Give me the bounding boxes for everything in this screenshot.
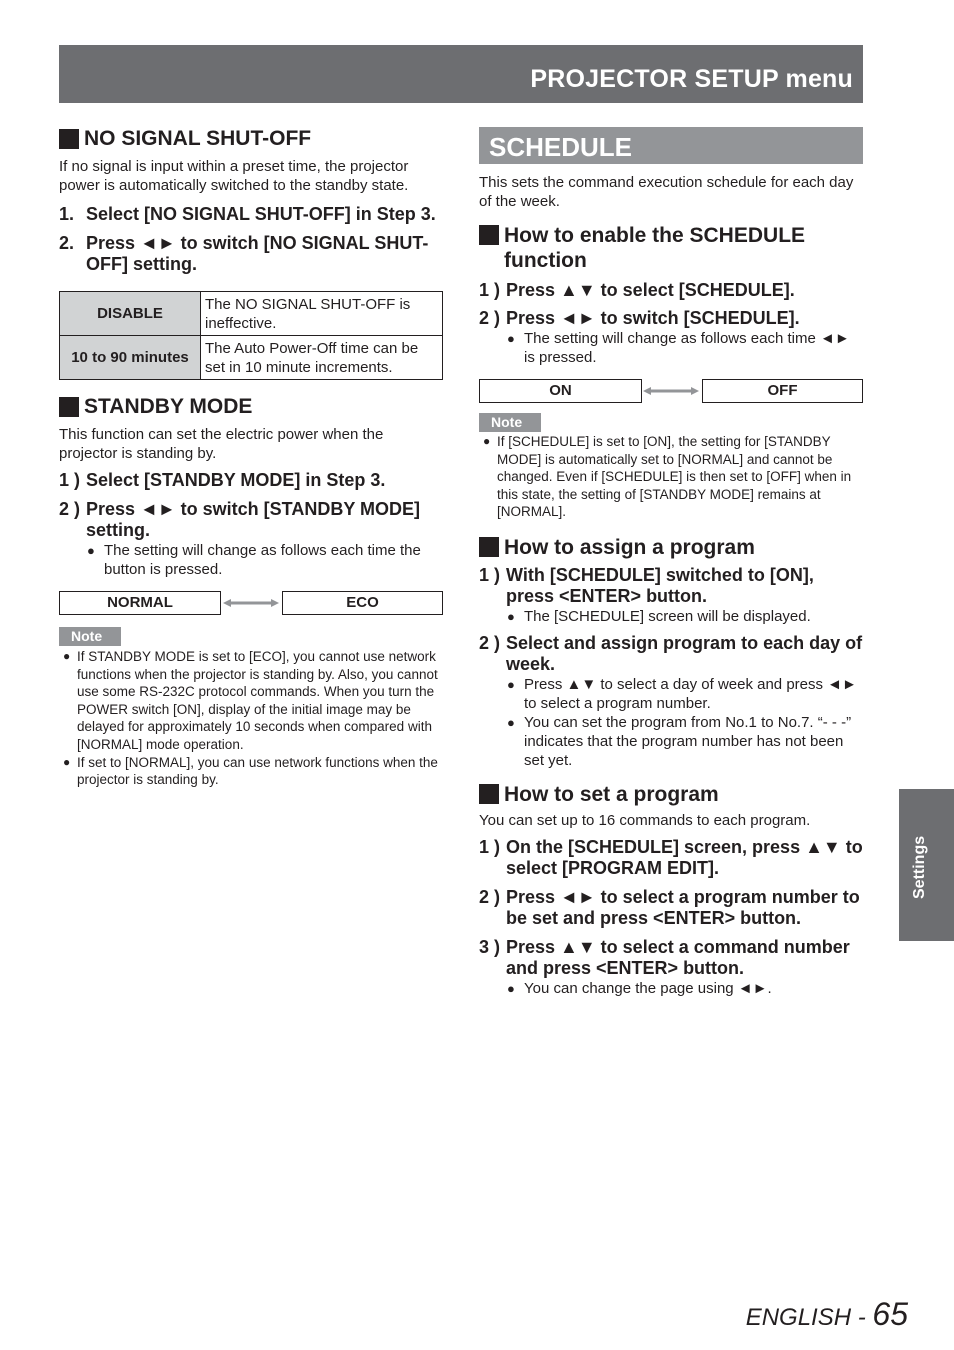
step-number: 2 ) — [479, 308, 501, 328]
step-item — [59, 233, 443, 275]
note-item — [59, 754, 443, 789]
set-program-steps — [479, 837, 863, 998]
step-item — [479, 633, 863, 770]
assign-bullets-2 — [506, 675, 863, 770]
heading-square-icon — [479, 784, 499, 804]
page-title: PROJECTOR SETUP menu — [530, 65, 853, 93]
step-text: Press ◄► to switch [NO SIGNAL SHUT-OFF] setting. — [86, 233, 429, 274]
heading-square-icon — [479, 537, 499, 557]
no-signal-desc: If no signal is input within a preset time, the projector power is automatically switched to the standby state. — [59, 158, 409, 194]
bullet-item — [506, 607, 863, 626]
step-text: With [SCHEDULE] switched to [ON], press <ENTER> button. — [506, 564, 814, 606]
schedule-flow — [479, 379, 863, 403]
schedule-heading-bar — [479, 127, 863, 164]
header-bar — [59, 45, 863, 103]
table-value: The NO SIGNAL SHUT-OFF is ineffective. — [201, 292, 443, 336]
step-text: Press ▲▼ to select [SCHEDULE]. — [506, 280, 795, 300]
bullet-dot-icon: ● — [507, 331, 515, 346]
enable-heading — [479, 223, 863, 273]
note-text: If set to [NORMAL], you can use network functions when the projector is standing by. — [77, 754, 438, 788]
schedule-title: SCHEDULE — [489, 132, 633, 162]
step-text: Press ◄► to select a program number to be set and press <ENTER> button. — [506, 886, 860, 928]
bullet-dot-icon: ● — [507, 980, 515, 996]
bullet-text: You can set the program from No.1 to No.7. “- - -” indicates that the program number has not been set yet. — [524, 713, 852, 769]
table-key: 10 to 90 minutes — [60, 336, 201, 380]
bullet-text: Press ▲▼ to select a day of week and press ◄► to select a program number. — [524, 675, 857, 712]
enable-bullets — [506, 329, 863, 367]
settings-side-tab — [899, 789, 954, 941]
bullet-dot-icon: ● — [507, 676, 515, 692]
standby-flow — [59, 591, 443, 615]
note-label: Note — [59, 627, 121, 646]
step-item — [59, 204, 443, 225]
schedule-desc: This sets the command execution schedule for each day of the week. — [479, 174, 854, 210]
assign-heading — [479, 535, 863, 560]
step-number: 1 ) — [59, 470, 81, 490]
step-text: Press ◄► to switch [SCHEDULE]. — [506, 308, 800, 328]
step-text: Press ◄► to switch [STANDBY MODE] setting. — [86, 499, 421, 540]
step-number: 2 ) — [479, 886, 501, 907]
step-text: On the [SCHEDULE] screen, press ▲▼ to select [PROGRAM EDIT]. — [506, 836, 863, 878]
bullet-item — [506, 713, 863, 770]
bullet-text: You can change the page using ◄►. — [524, 979, 772, 997]
standby-note — [59, 627, 443, 789]
step-item — [479, 937, 863, 998]
side-tab-label: Settings — [911, 835, 928, 899]
step-number: 2 ) — [59, 499, 81, 519]
standby-steps — [59, 470, 443, 579]
standby-title: STANDBY MODE — [84, 395, 253, 418]
set-program-title: How to set a program — [504, 782, 719, 806]
no-signal-table — [59, 291, 443, 380]
left-column — [59, 122, 443, 789]
bullet-dot-icon: ● — [483, 434, 491, 448]
step-item — [479, 565, 863, 626]
standby-heading — [59, 394, 443, 419]
bullet-item — [506, 979, 863, 998]
bullet-dot-icon: ● — [63, 649, 71, 663]
page-footer — [746, 1296, 908, 1333]
heading-square-icon — [59, 129, 79, 149]
table-key: DISABLE — [60, 292, 201, 336]
step-text: Select [STANDBY MODE] in Step 3. — [86, 470, 386, 490]
step-number: 1 ) — [479, 836, 501, 857]
step-text: Select [NO SIGNAL SHUT-OFF] in Step 3. — [86, 204, 436, 224]
bullet-dot-icon: ● — [507, 714, 515, 730]
bullet-dot-icon: ● — [507, 608, 515, 624]
note-list — [479, 433, 863, 521]
flow-box-off: OFF — [702, 379, 863, 403]
step-item — [59, 470, 443, 491]
step-number: 1 ) — [479, 564, 501, 585]
step-item — [59, 499, 443, 579]
bullet-dot-icon: ● — [87, 543, 95, 558]
flow-box-eco: ECO — [282, 591, 443, 615]
standby-bullets — [86, 541, 443, 579]
step-number: 1. — [59, 204, 75, 224]
note-text: If [SCHEDULE] is set to [ON], the setting for [STANDBY MODE] is automatically set to [NORMAL] and cannot be changed. Even if [SCHEDULE] is then set to [OFF] when in this state, the setting of [STANDBY MODE] remains at [NORMAL]. — [497, 434, 852, 520]
set-program-heading — [479, 782, 863, 807]
step-number: 1 ) — [479, 280, 501, 300]
right-column — [479, 122, 863, 998]
bullet-text: The [SCHEDULE] screen will be displayed. — [524, 607, 811, 625]
no-signal-steps — [59, 204, 443, 275]
flow-box-normal: NORMAL — [59, 591, 221, 615]
table-row — [60, 336, 443, 380]
note-item — [59, 648, 443, 754]
flow-box-on: ON — [479, 379, 642, 403]
no-signal-title: NO SIGNAL SHUT-OFF — [84, 127, 312, 150]
step-item — [479, 887, 863, 929]
schedule-note — [479, 413, 863, 521]
note-text: If STANDBY MODE is set to [ECO], you cannot use network functions when the projector is standing by. Also, you cannot use some RS-232C protocol commands. When you turn the POWER switch [ON], display of the initial image may be delayed for approximately 10 seconds when compared with [NORMAL] mode operation. — [77, 649, 438, 752]
table-value: The Auto Power-Off time can be set in 10 minute increments. — [201, 336, 443, 380]
note-item — [479, 433, 863, 521]
bullet-item — [86, 541, 443, 579]
assign-title: How to assign a program — [504, 535, 755, 559]
bullet-text: The setting will change as follows each time the button is pressed. — [104, 542, 421, 578]
double-arrow-icon — [641, 379, 701, 403]
enable-steps — [479, 280, 863, 367]
table-row — [60, 292, 443, 336]
set-program-bullets — [506, 979, 863, 998]
heading-square-icon — [59, 397, 79, 417]
enable-title: How to enable the SCHEDULE function — [504, 224, 806, 272]
set-program-desc: You can set up to 16 commands to each program. — [479, 811, 811, 829]
step-item — [479, 837, 863, 879]
footer-language: ENGLISH - — [745, 1304, 873, 1331]
note-list — [59, 648, 443, 789]
standby-desc: This function can set the electric power when the projector is standing by. — [59, 426, 384, 462]
step-number: 2. — [59, 233, 75, 253]
step-number: 2 ) — [479, 632, 501, 653]
double-arrow-icon — [221, 591, 281, 615]
bullet-dot-icon: ● — [63, 754, 71, 769]
bullet-item — [506, 329, 863, 367]
step-number: 3 ) — [479, 936, 501, 957]
step-text: Select and assign program to each day of week. — [506, 632, 863, 674]
bullet-text: The setting will change as follows each time ◄► is pressed. — [524, 330, 850, 366]
heading-square-icon — [479, 225, 499, 245]
step-text: Press ▲▼ to select a command number and press <ENTER> button. — [506, 936, 850, 978]
page-number: 65 — [872, 1296, 908, 1332]
bullet-item — [506, 675, 863, 713]
step-item — [479, 308, 863, 367]
no-signal-heading — [59, 126, 443, 151]
assign-bullets-1 — [506, 607, 863, 626]
note-label: Note — [479, 413, 541, 432]
step-item — [479, 280, 863, 301]
assign-steps — [479, 565, 863, 770]
